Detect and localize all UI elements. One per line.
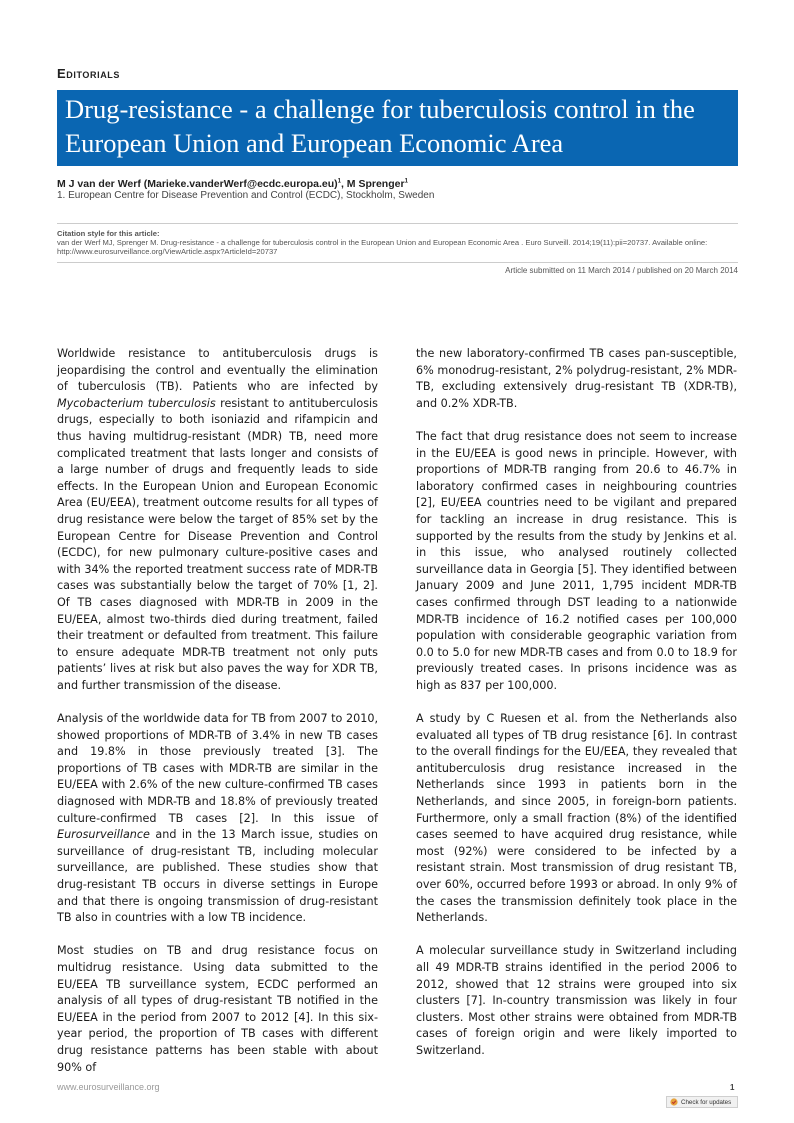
footer-url[interactable]: www.eurosurveillance.org bbox=[57, 1082, 160, 1092]
author-2-affiliation-mark: 1 bbox=[404, 178, 408, 185]
paragraph: The fact that drug resistance does not seem to increase in the EU/EEA is good news in principle. However, with proportions of MDR-TB ranging from 20.6 to 46.7% in laboratory confirmed cases in neighbouring countries [2], EU/EEA countries need to be vigilant and prepared for tackling an increase in drug resistance. This is supported by the results from the study by Jenkins et al. in this issue, who analysed routinely collected surveillance data in Georgia [5]. They identified between January 2009 and June 2011, 1,795 incident MDR-TB cases confirmed through DST leading to a nationwide MDR-TB incidence of 16.2 notified cases per 100,000 population with considerable geographic variation from 0.0 to 5.0 for new MDR-TB cases and from 0.0 to 18.9 for previously treated cases. In prisons incidence was as high as 837 per 100,000. bbox=[416, 429, 737, 692]
text-run: and in the 13 March issue, studies on surveillance of drug-resistant TB, including molecular surveillance, are published. These studies show that drug-resistant TB occurs in diverse settings in Europe and that there is ongoing transmission of drug-resistant TB also in countries with a low TB incidence. bbox=[57, 828, 378, 925]
body-column-left bbox=[57, 346, 378, 1076]
check-updates-icon bbox=[670, 1098, 678, 1106]
paragraph bbox=[57, 711, 378, 927]
journal-name: Eurosurveillance bbox=[57, 828, 150, 842]
article-title: Drug-resistance - a challenge for tuberculosis control in the European Union and European Economic Area bbox=[65, 94, 695, 158]
citation-block bbox=[57, 229, 738, 256]
paragraph: Most studies on TB and drug resistance focus on multidrug resistance. Using data submitted to the EU/EEA TB surveillance system, ECDC performed an analysis of all types of drug-resistant TB notified in the EU/EEA in the period from 2007 to 2012 [4]. In this six-year period, the proportion of TB cases with different drug resistance patterns has been stable with about 90% of bbox=[57, 944, 378, 1074]
affiliation: 1. European Centre for Disease Prevention and Control (ECDC), Stockholm, Sweden bbox=[57, 190, 435, 201]
text-run: Worldwide resistance to antituberculosis drugs is jeopardising the control and eventually the elimination of tuberculosis (TB). Patients who are infected by bbox=[57, 347, 378, 394]
author-2: M Sprenger bbox=[346, 178, 405, 190]
species-name: Mycobacterium tuberculosis bbox=[57, 396, 216, 410]
paragraph: the new laboratory-confirmed TB cases pan-susceptible, 6% monodrug-resistant, 2% polydrug-resistant, 2% MDR-TB, excluding extensively drug-resistant TB (XDR-TB), and 0.2% XDR-TB. bbox=[416, 347, 737, 410]
author-1-affiliation-mark: 1 bbox=[337, 178, 341, 185]
author-1: M J van der Werf (Marieke.vanderWerf@ecdc.europa.eu) bbox=[57, 178, 338, 190]
check-updates-label: Check for updates bbox=[681, 1098, 732, 1106]
text-run: Analysis of the worldwide data for TB from 2007 to 2010, showed proportions of MDR-TB of 3.4% in new TB cases and 19.8% in those previously treated [3]. The proportions of TB cases with MDR-TB are similar in the EU/EEA with 2.6% of the new culture-confirmed TB cases diagnosed with MDR-TB and 18.8% of previously treated culture-confirmed TB cases [2]. In this issue of bbox=[57, 712, 378, 825]
section-label: Editorials bbox=[57, 66, 121, 81]
paragraph: A study by C Ruesen et al. from the Netherlands also evaluated all types of TB drug resistance [6]. In contrast to the overall findings for the EU/EEA, they revealed that antituberculosis drug resistance increased in the Netherlands since 1993 in patients born in the Netherlands, and since 2005, in foreign-born patients. Furthermore, only a small fraction (8%) of the identified cases seemed to have acquired drug resistance, while most (92%) were considered to be infected by a resistant strain. Most transmission of drug resistant TB, over 60%, occurred before 1993 or abroad. In only 9% of the cases the transmission definitely took place in the Netherlands. bbox=[416, 712, 737, 925]
paragraph bbox=[57, 346, 378, 694]
paragraph: A molecular surveillance study in Switzerland including all 49 MDR-TB strains identified in the period 2006 to 2012, showed that 12 strains were grouped into six clusters [7]. In-country transmission was likely in four clusters. Most other strains were obtained from MDR-TB cases of foreign origin and were likely imported to Switzerland. bbox=[416, 944, 737, 1057]
citation-label: Citation style for this article: bbox=[57, 229, 160, 238]
author-line bbox=[57, 178, 738, 190]
body-column-right bbox=[416, 346, 737, 1060]
text-run: resistant to antituberculosis drugs, especially to both isoniazid and rifampicin and thus having multidrug-resistant (MDR) TB, need more complicated treatment that lasts longer and consists of a large number of drugs and frequently leads to side effects. In the European Union and European Economic Area (EU/EEA), treatment outcome results for all types of drug resistance were below the target of 85% set by the European Centre for Disease Prevention and Control (ECDC), for new pulmonary culture-positive cases and with 34% the reported treatment success rate of MDR-TB cases was substantially below the target of 70% [1, 2]. Of TB cases diagnosed with MDR-TB in 2009 in the EU/EEA, almost two-thirds died during treatment, failed their treatment or defaulted from treatment. This failure to ensure adequate MDR-TB treatment not only puts patients’ lives at risk but also paves the way for XDR TB, and further transmission of the disease. bbox=[57, 396, 378, 692]
author-separator: , bbox=[340, 178, 347, 190]
divider-top bbox=[57, 223, 738, 224]
check-for-updates-button[interactable] bbox=[666, 1096, 738, 1108]
submission-dates: Article submitted on 11 March 2014 / published on 20 March 2014 bbox=[505, 266, 738, 275]
divider-bottom bbox=[57, 262, 738, 263]
page-number: 1 bbox=[730, 1083, 735, 1092]
citation-text: van der Werf MJ, Sprenger M. Drug-resistance - a challenge for tuberculosis control in the European Union and European Economic Area . Euro Surveill. 2014;19(11):pii=20737. Available online: http://www.eurosurveillance.org/ViewArticle.aspx?ArticleId=20737 bbox=[57, 238, 708, 256]
title-banner bbox=[57, 90, 738, 166]
